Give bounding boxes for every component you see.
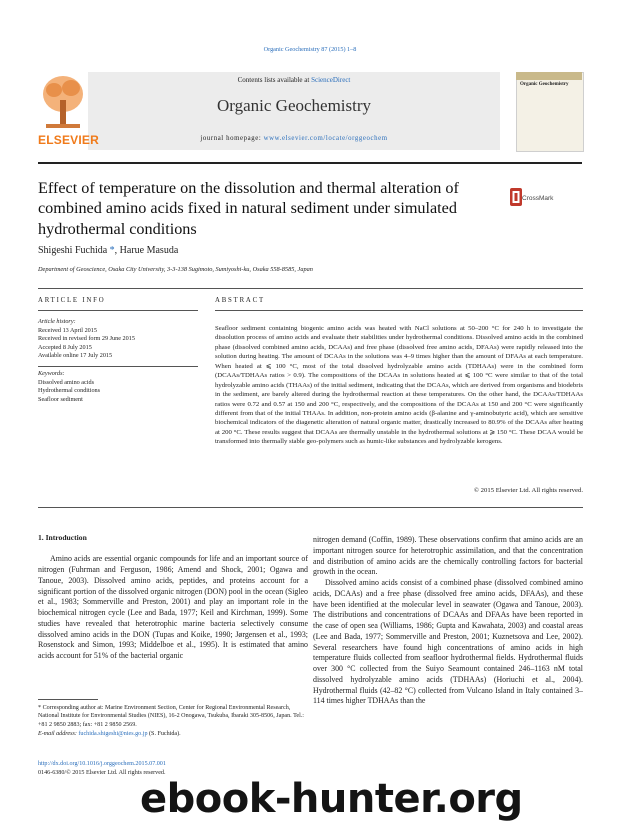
contents-prefix: Contents lists available at <box>237 76 312 84</box>
issn-line: 0146-6380/© 2015 Elsevier Ltd. All rights reserved. <box>38 769 166 776</box>
author-separator: , <box>114 245 120 256</box>
crossmark-icon[interactable] <box>510 188 522 211</box>
keywords-rule <box>38 366 198 367</box>
body-paragraph: Dissolved amino acids consist of a combined phase (dissolved combined amino acids, DCAAs) and a free phase (dissolved free amino acids, DFAAs), and these have been identified at the molecular level in seawater (Ogawa and Tanoue, 2003). The distributions and concentrations of DCAAs and DFAAs have been reported in the case of open sea (Williams, 1986; Gupta and Kawahata, 2003) and coastal areas (Lee and Bada, 1977; Sommerville and Preston, 2001; Kuznetsova and Lee, 2002). Several researchers have found high concentrations of amino acids in high temperature fluids collected from seafloor hydrothermal fields. Hydrothermal fluids over 300 °C collected from the Suiyo Seamount contained 246–1163 nM total dissolved hydrolyzable amino acids (TDHAAs) (Horiuchi et al., 2004). Hydrothermal fluids (42–82 °C) collected from Vulcano Island in Italy contained 3–114 times higher TDHAAs than the <box>313 578 583 706</box>
history-item: Available online 17 July 2015 <box>38 352 113 360</box>
abstract-rule <box>215 310 583 311</box>
abstract-text: Seafloor sediment containing biogenic amino acids was heated with NaCl solutions at 50–200 °C for 240 h to investigate the dissolution process of amino acids and evaluate their stabilities under hydrothermal conditions. Dissolved amino acids in the combined phase (dissolved combined amino acids, DCAAs) and free phase (dissolved free amino acids, DFAAs) were rapidly released into the solution during heating. The amount of DCAAs in the solutions was 4–9 times higher than the amount of DFAAs at each temperature. When heated at ⩽ 100 °C, most of the total dissolved hydrolyzable amino acids (TDHAAs) were in the combined form (DCAAs/TDHAAs ratios > 0.9). The compositions of the DCAAs in solutions heated at ⩽ 100 °C were similar to that of the total hydrolyzable amino acids (THAAs) of the initial sediment, indicating that the DCAAs, which are derived from organisms and biodebris in the sediment, are barely altered during the hydrothermal reaction at these temperatures. On the other hand, the DCAAs/TDHAAs ratios were 0.72 and 0.57 at 150 and 200 °C, respectively, and the compositions of the DCAAs at 150 and 200 °C were significantly different from that of the initial THAAs. In addition, non-protein amino acids (β-alanine and γ-aminobutyric acid), which are sensitive biochemical indicators of the diagenetic alteration of natural organic matter, drastically increased to 80.9% of the DCAAs after heating at 200 °C. These results suggest that DCAAs are thermally unstable in the hydrothermal solutions at ⩾ 150 °C. These DCAA would be transformed into thermally stable geo-polymers such as humic-like substances and hydrolyzable kerogens. <box>215 325 583 446</box>
history-label: Article history: <box>38 318 76 325</box>
section-rule <box>38 288 583 289</box>
corresponding-author-mark[interactable]: * <box>107 245 115 256</box>
author-list <box>38 245 178 256</box>
keywords-label: Keywords: <box>38 370 65 378</box>
homepage-link[interactable]: www.elsevier.com/locate/orggeochem <box>263 135 388 142</box>
journal-title: Organic Geochemistry <box>216 96 372 115</box>
corresponding-author-footnote <box>38 704 308 739</box>
masthead-rule <box>38 162 582 164</box>
footnote-text: * Corresponding author at: Marine Environment Section, Center for Regional Environmental Research, National Institute for Environmental Studies (NIES), 16-2 Onogawa, Tsukuba, Ibaraki 305-8506, Japan. Tel.: +81 2 9850 2883; fax: +81 2 9850 2569. <box>38 705 304 728</box>
body-paragraph: Amino acids are essential organic compounds for life and an important source of nitrogen (Fuhrman and Ferguson, 1986; Amend and Shock, 2001; Ogawa and Tanoue, 2003). Dissolved amino acids, peptides, and proteins account for a significant portion of the dissolved organic nitrogen (DON) pool in the ocean (Sigleo et al., 1983; Sommerville and Preston, 2001) and play an important role in the biochemical nitrogen cycle (Lee and Bada, 1977; Keil and Kirchman, 1999). Some studies have revealed that heterotrophic marine bacteria selectively consume dissolved amino acids in the DON (Tupas and Koike, 1990; Jørgensen et al., 1993; Rosenstock and Simon, 1993; Middelboe et al., 1995). It is estimated that amino acids account for 51% of the bacterial organic <box>38 554 308 661</box>
abstract-heading: ABSTRACT <box>215 297 265 304</box>
article-info-rule <box>38 310 198 311</box>
author-affiliation: Department of Geoscience, Osaka City University, 3-3-138 Sugimoto, Sumiyoshi-ku, Osaka 558-8585, Japan <box>38 266 313 273</box>
contents-line <box>88 76 500 84</box>
body-paragraph: nitrogen demand (Coffin, 1989). These observations confirm that amino acids are an important nitrogen source for heterotrophic assimilation, and that the concentration and distribution of amino acids are the chemically controlling factors for bacterial growth in the ocean. <box>313 535 583 577</box>
left-column <box>38 533 308 662</box>
journal-citation[interactable]: Organic Geochemistry 87 (2015) 1–8 <box>263 46 357 53</box>
author-name: Shigeshi Fuchida <box>38 245 108 256</box>
article-info-heading: ARTICLE INFO <box>38 297 106 304</box>
section-heading: 1. Introduction <box>38 533 87 542</box>
author-name: Harue Masuda <box>119 245 179 256</box>
email-label: E-mail address: <box>38 731 79 738</box>
doi-link[interactable]: http://dx.doi.org/10.1016/j.orggeochem.2015.07.001 <box>38 761 166 767</box>
footnote-rule <box>38 699 98 700</box>
sciencedirect-link[interactable]: ScienceDirect <box>311 76 351 84</box>
history-item: Received 13 April 2015 <box>38 326 97 334</box>
keyword: Seafloor sediment <box>38 395 83 403</box>
keyword: Dissolved amino acids <box>38 378 95 386</box>
journal-homepage <box>88 135 500 142</box>
crossmark-label[interactable]: CrossMark <box>522 195 554 202</box>
footer-block <box>38 760 166 778</box>
cover-band <box>516 72 582 80</box>
article-info <box>38 318 198 405</box>
article-title: Effect of temperature on the dissolution and thermal alteration of combined amino acids fixed in natural sediment under simulated hydrothermal conditions <box>38 179 459 238</box>
section-rule <box>38 507 583 508</box>
email-line <box>38 730 308 738</box>
cover-title: Organic Geochemistry <box>520 82 569 87</box>
history-item: Received in revised form 29 June 2015 <box>38 335 135 343</box>
keyword: Hydrothermal conditions <box>38 387 101 395</box>
email-suffix: (S. Fuchida). <box>147 731 181 738</box>
elsevier-wordmark: ELSEVIER <box>38 133 99 147</box>
right-column <box>313 535 583 707</box>
abstract-copyright: © 2015 Elsevier Ltd. All rights reserved. <box>473 487 583 494</box>
watermark-text: ebook-hunter.org <box>140 776 523 822</box>
homepage-prefix: journal homepage: <box>200 135 264 142</box>
email-link[interactable]: fuchida.shigeshi@nies.go.jp <box>78 731 148 738</box>
history-item: Accepted 8 July 2015 <box>38 343 92 351</box>
